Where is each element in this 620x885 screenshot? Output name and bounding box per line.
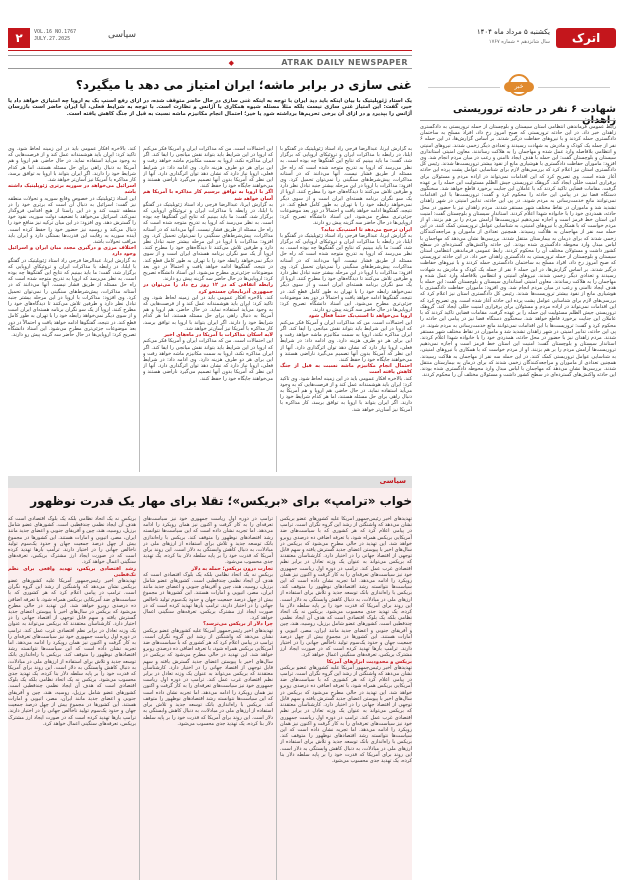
subheading: ایران ترجیح می‌دهد تا اسنپ‌بک بیاید؟	[321, 226, 412, 233]
section2-column-2	[143, 516, 273, 880]
subheading: بریکس و محدودیت ابزارهای آمریکا	[326, 658, 412, 665]
subheading: اروپا می‌خواهد تا اسنپ‌بک حتماً فعال شود	[308, 313, 412, 320]
date-fa: یکشنبه ۵ مرداد ماه ۱۴۰۴	[476, 28, 550, 36]
article-body: کند. بالاخره افکار عمومی باید در این زمینه لحاظ شود. وی تاکید کرد: ایران باید هوشمندانه عمل کند و از فرصت‌هایی که به وجود می‌آید استفاده نماید. در حال حاضر، هم اروپا و هم آمریکا به دنبال راهی برای حل مسئله هستند، اما هر کدام شرایط خود را دارند. اگر ایران بتواند با اروپا به توافق برسد، کار مذاکره با آمریکا نیز آسان‌تر خواهد شد.	[8, 146, 136, 184]
subheading: احتمال انجام مکانیزم ماشه نسبت به قبل از جنگ کاهش یافته است	[280, 363, 412, 376]
article-body: این احتمالات است. من که مذاکرات ایران و آمریکا فکر می‌کنم که اروپا در این شرایط باید بتواند نقش میانجی را ایفا کند. اگر ایران مذاکره نکند، اروپا به سمت مکانیزم ماشه خواهد رفت و این برای هر دو طرف هزینه دارد. وی ادامه داد: در شرایط فعلی، اروپا نیاز دارد که نشان دهد توان اثرگذاری دارد. آنها از این نظر که آمریکا بدون آنها تصمیم می‌گیرد ناراضی هستند و می‌خواهند جایگاه خود را حفظ کنند.	[143, 338, 273, 382]
news-sidebar	[420, 60, 616, 880]
article-body: این استاد ژئوپلیتیک در خصوص وقایع سوریه و تحولات منطقه نیز گفت: اسرائیل به دنبال آن است که برتری خود را در منطقه تثبیت کند و در این راستا از هیچ اقدامی فروگذار نمی‌کند. اسرائیل می‌خواهد با تضعیف دولت سوریه، نفوذ خود را گسترش دهد. وی افزود: در این میان ترکیه نیز منافع خود را دنبال می‌کند و روسیه نیز حضور خود را حفظ کرده است. آینده سوریه به رقابت این قدرت‌ها بستگی دارد و ایران باید مراقب تحولات باشد.	[8, 195, 136, 246]
article-body: این احتمالات است. من که مذاکرات ایران و آمریکا فکر می‌کنم که اروپا در این شرایط باید بتواند نقش میانجی را ایفا کند. اگر ایران مذاکره نکند، اروپا به سمت مکانیزم ماشه خواهد رفت و این برای هر دو طرف هزینه دارد. وی ادامه داد: در شرایط فعلی، اروپا نیاز دارد که نشان دهد توان اثرگذاری دارد. آنها از این نظر که آمریکا بدون آنها تصمیم می‌گیرد ناراضی هستند و می‌خواهند جایگاه خود را حفظ کنند.	[280, 319, 412, 363]
article-body: به گزارش ایرنا، عبدالرضا فرجی راد استاد ژئوپلیتیک در گفتگو با ایلنا، در رابطه با مذاکرات ایران و تروئیکای اروپایی که برگزار شد، گفت: ما باید ببینیم که نتایج این گفتگوها چه بوده است. به نظر می‌رسد که اروپا به تدریج متوجه شده است که راه حل مسئله از طریق فشار نیست. آنها می‌دانند که در آستانه مذاکرات، پیش‌شرط‌های سنگینی را نمی‌توان تحمیل کرد. وی افزود: مذاکرات با اروپا در این مرحله بیشتر جنبه تبادل نظر دارد و طرفین تلاش می‌کنند تا دیدگاه‌های خود را مطرح کنند. اروپا از یک سو نگران برنامه هسته‌ای ایران است و از سوی دیگر نمی‌خواهد رابطه خود را با تهران به طور کامل قطع کند. در نتیجه، گفتگوها ادامه خواهد یافت و احتمالاً در دور بعد موضوعات جزئی‌تری مطرح می‌شود. این استاد دانشگاه تصریح کرد: اروپایی‌ها در حال حاضر سه گزینه پیش رو دارند.	[8, 257, 136, 339]
issue-info: سال شانزدهم • شماره ۱۷۶۷	[488, 39, 550, 45]
article-body: بریکس نه یک اتحاد نظامی بلکه یک بلوک اقتصادی است که هدف آن ایجاد نظمی چندقطبی است. کشورهای عضو شامل برزیل، روسیه، هند، چین و آفریقای جنوبی و اعضای جدید مانند ایران، مصر، اتیوپی و امارات هستند. این کشورها در مجموع بیش از چهل درصد جمعیت جهان و حدود یک‌سوم تولید ناخالص جهانی را در اختیار دارند. ترامپ بارها تهدید کرده است که در صورت ایجاد ارز مشترک بریکس، تعرفه‌های سنگینی اعمال خواهد کرد.	[280, 609, 412, 659]
page-header	[8, 28, 412, 48]
sidebar-article	[420, 124, 616, 876]
article-body: کند. بالاخره افکار عمومی باید در این زمینه لحاظ شود. وی تاکید کرد: ایران باید هوشمندانه عمل کند و از فرصت‌هایی که به وجود می‌آید استفاده نماید. در حال حاضر، هم اروپا و هم آمریکا به دنبال راهی برای حل مسئله هستند، اما هر کدام شرایط خود را دارند. اگر ایران بتواند با اروپا به توافق برسد، کار مذاکره با آمریکا نیز آسان‌تر خواهد شد.	[143, 294, 273, 332]
divider-line	[538, 87, 610, 88]
news-badge: خبر	[504, 82, 534, 92]
newspaper-logo: اترک	[556, 28, 616, 48]
page-number: ۲	[8, 28, 30, 48]
section2-headline: خواب «ترامپ» برای «بریکس»؛ تقلا برای مهار یک قدرت نوظهور	[30, 494, 412, 508]
article-body: تهدیدهای اخیر رئیس‌جمهور آمریکا علیه کشورهای عضو بریکس نشان می‌دهد که واشنگتن از رشد این گروه نگران است. ترامپ در پیامی اعلام کرد که هر کشوری که با سیاست‌های ضد آمریکایی بریکس همراه شود، با تعرفه اضافی ده درصدی روبرو خواهد شد. این تهدید در حالی مطرح می‌شود که بریکس در سال‌های اخیر با پیوستن اعضای جدید گسترش یافته و سهم قابل توجهی از اقتصاد جهانی را در اختیار دارد. کارشناسان معتقدند که بریکس می‌تواند به عنوان یک وزنه تعادل در برابر نظم اقتصادی غرب عمل کند.	[280, 664, 412, 721]
section-label: سیاسی	[379, 477, 406, 485]
header-divider	[8, 50, 412, 51]
column-rule	[276, 516, 277, 880]
volume-number: VOL.16 NO.1767	[34, 29, 77, 35]
article-body: ترامپ در دوره اول ریاست جمهوری خود نیز سیاست‌های تعرفه‌ای را به کار گرفت و اکنون نیز همان رویکرد را ادامه می‌دهد. اما تجربه نشان داده است که این سیاست‌ها نتوانسته رشد اقتصادهای نوظهور را متوقف کند. بریکس با راه‌اندازی بانک توسعه جدید و تلاش برای استفاده از ارزهای ملی در مبادلات، به دنبال کاهش وابستگی به دلار است. این روند برای آمریکا که قدرت خود را بر پایه سلطه دلار بنا کرده، یک تهدید جدی محسوب می‌شود.	[280, 714, 412, 764]
main-headline: غنی سازی در برابر ماشه؛ ایران امتیاز می دهد یا میگیرد؟	[75, 78, 412, 92]
article-body: بریکس نه یک اتحاد نظامی بلکه یک بلوک اقتصادی است که هدف آن ایجاد نظمی چندقطبی است. کشورهای عضو شامل برزیل، روسیه، هند، چین و آفریقای جنوبی و اعضای جدید مانند ایران، مصر، اتیوپی و امارات هستند. این کشورها در مجموع بیش از چهل درصد جمعیت جهان و حدود یک‌سوم تولید ناخالص جهانی را در اختیار دارند. ترامپ بارها تهدید کرده است که در صورت ایجاد ارز مشترک بریکس، تعرفه‌های سنگینی اعمال خواهد کرد.	[8, 677, 136, 727]
subheading: لایه اسکان مذاکرات با آمریکا در ماه‌های اخیر	[163, 332, 273, 339]
article-body: کند. بالاخره افکار عمومی باید در این زمینه لحاظ شود. وی تاکید کرد: ایران باید هوشمندانه عمل کند و از فرصت‌هایی که به وجود می‌آید استفاده نماید. در حال حاضر، هم اروپا و هم آمریکا به دنبال راهی برای حل مسئله هستند، اما هر کدام شرایط خود را دارند. اگر ایران بتواند با اروپا به توافق برسد، کار مذاکره با آمریکا نیز آسان‌تر خواهد شد.	[280, 375, 412, 413]
column-rule	[276, 146, 277, 472]
article-body: این احتمالات است. من که مذاکرات ایران و آمریکا فکر می‌کنم که اروپا در این شرایط باید بتواند نقش میانجی را ایفا کند. اگر ایران مذاکره نکند، اروپا به سمت مکانیزم ماشه خواهد رفت و این برای هر دو طرف هزینه دارد. وی ادامه داد: در شرایط فعلی، اروپا نیاز دارد که نشان دهد توان اثرگذاری دارد. آنها از این نظر که آمریکا بدون آنها تصمیم می‌گیرد ناراضی هستند و می‌خواهند جایگاه خود را حفظ کنند.	[143, 146, 273, 190]
sidebar-divider	[420, 120, 616, 121]
subheading: رشد اقتصادی بریکس، تهدید واقعی برای نظم تک‌قطبی	[8, 565, 136, 578]
banner-bar	[8, 55, 412, 69]
section2-column-3	[8, 516, 136, 880]
article-body: تهدیدهای اخیر رئیس‌جمهور آمریکا علیه کشورهای عضو بریکس نشان می‌دهد که واشنگتن از رشد این گروه نگران است. ترامپ در پیامی اعلام کرد که هر کشوری که با سیاست‌های ضد آمریکایی بریکس همراه شود، با تعرفه اضافی ده درصدی روبرو خواهد شد. این تهدید در حالی مطرح می‌شود که بریکس در سال‌های اخیر با پیوستن اعضای جدید گسترش یافته و سهم قابل توجهی از اقتصاد جهانی را در اختیار دارد. کارشناسان معتقدند که بریکس می‌تواند به عنوان یک وزنه تعادل در برابر نظم اقتصادی غرب عمل کند.	[8, 578, 136, 634]
subheading: تجارت درون بریکس؛ حمله به دلار	[191, 565, 273, 572]
main-lead: یک استاد ژئوپلیتیک با بیان اینکه باید دید ایران با توجه به اینکه غنی سازی در حال حاضر متوقف شده، در ازای رفع اسنپ بک به اروپا چه امتیازی خواهد داد یا خیر، گفت: این امتیاز غنی سازی نیست بلکه مثلاً مسئله شیوه همکاری با آژانس و نظارت است. با توجه به شرایط فعلی، آیا ایران حاضر است بازرسان آژانس را بپذیرد و در ازای آن برخی تحریم‌ها برداشته شود یا خیر؛ احتمال انجام مکانیزم ماشه نسبت به قبل از جنگ کاهش یافته است.	[8, 98, 412, 117]
article-body: ترامپ در دوره اول ریاست جمهوری خود نیز سیاست‌های تعرفه‌ای را به کار گرفت و اکنون نیز همان رویکرد را ادامه می‌دهد. اما تجربه نشان داده است که این سیاست‌ها نتوانسته رشد اقتصادهای نوظهور را متوقف کند. بریکس با راه‌اندازی بانک توسعه جدید و تلاش برای استفاده از ارزهای ملی در مبادلات، به دنبال کاهش وابستگی به دلار است. این روند برای آمریکا که قدرت خود را بر پایه سلطه دلار بنا کرده، یک تهدید جدی محسوب می‌شود.	[8, 627, 136, 684]
column-rule	[139, 516, 140, 880]
article-body: رابط عمومی فرماندهی انتظامی استان سیستان و بلوچستان از حمله تروریستی به دادگستری زاهدان خبر داد. در این حادثه تروریستی که صبح امروز رخ داد، افراد مسلح به ساختمان دادگستری حمله کردند و با نیروهای حفاظت درگیر شدند. بر اساس گزارش‌ها، در این حمله ۶ نفر از جمله یک کودک و مادرش به شهادت رسیدند و تعدادی دیگر زخمی شدند. نیروهای امنیتی و انتظامی بلافاصله وارد عمل شده و مهاجمان را به هلاکت رساندند. معاون امنیتی استانداری سیستان و بلوچستان گفت: این حمله با هدف ایجاد ناامنی و رعب در میان مردم انجام شد. وی افزود: ماموران حفاظت دادگستری با هوشیاری مانع از نفوذ بیشتر تروریست‌ها شدند. رئیس کل دادگستری استان نیز اعلام کرد که بررسی‌های لازم برای شناسایی عوامل پشت پرده این حادثه آغاز شده است. وی تصریح کرد که این اقدامات نمی‌تواند در اراده مردم و مسئولان برای برقراری امنیت خللی ایجاد کند. گروهک تروریستی جیش الظلم مسئولیت این حمله را بر عهده گرفت. مقامات قضایی تاکید کردند که با عاملان این جنایت برخورد قاطع خواهد شد. سخنگوی دستگاه قضا نیز در پیامی این حادثه را محکوم کرد و گفت: تروریست‌ها با این اقدامات نمی‌توانند مانع خدمت‌رسانی به مردم شوند. در پی این حادثه، تدابیر امنیتی در شهر زاهدان تشدید شد و ماموران در نقاط مختلف شهر مستقر شدند. مردم زاهدان نیز با حضور در محل حادثه، همدردی خود را با خانواده شهدا اعلام کردند. استاندار سیستان و بلوچستان گفت: امنیت این استان خط قرمز است و اجازه نمی‌دهیم تروریست‌ها آرامش مردم را بر هم بزنند. او از مردم خواست که با همکاری با نیروهای امنیتی، به شناسایی عوامل تروریستی کمک کنند. در این حمله سه نفر از مهاجمان به هلاکت رسیدند. همچنین تعدادی از ماموران و مراجعه‌کنندگان زخمی شدند که برای درمان به بیمارستان منتقل شدند. بررسی‌ها نشان می‌دهد که مهاجمان با لباس مبدل وارد محوطه دادگستری شده بودند. این حادثه واکنش‌های گسترده‌ای در سطح کشور داشت و مسئولان مختلف آن را محکوم کردند.	[420, 248, 616, 379]
article-body: بریکس نه یک اتحاد نظامی بلکه یک بلوک اقتصادی است که هدف آن ایجاد نظمی چندقطبی است. کشورهای عضو شامل برزیل، روسیه، هند، چین و آفریقای جنوبی و اعضای جدید مانند ایران، مصر، اتیوپی و امارات هستند. این کشورها در مجموع بیش از چهل درصد جمعیت جهان و حدود یک‌سوم تولید ناخالص جهانی را در اختیار دارند. ترامپ بارها تهدید کرده است که در صورت ایجاد ارز مشترک بریکس، تعرفه‌های سنگینی اعمال خواهد کرد.	[8, 516, 136, 566]
volume-info	[34, 29, 76, 43]
section-bar	[8, 476, 412, 488]
article-column-2	[143, 146, 273, 472]
divider-line	[428, 87, 500, 88]
subheading: اختلاف مرزی و درگیری مجدد میان ایران و اسرائیل وجود دارد	[8, 245, 136, 258]
column-rule	[139, 146, 140, 472]
article-body: به گزارش ایرنا، عبدالرضا فرجی راد استاد ژئوپلیتیک در گفتگو با ایلنا، در رابطه با مذاکرات ایران و تروئیکای اروپایی که برگزار شد، گفت: ما باید ببینیم که نتایج این گفتگوها چه بوده است. به نظر می‌رسد که اروپا به تدریج متوجه شده است که راه حل مسئله از طریق فشار نیست. آنها می‌دانند که در آستانه مذاکرات، پیش‌شرط‌های سنگینی را نمی‌توان تحمیل کرد. وی افزود: مذاکرات با اروپا در این مرحله بیشتر جنبه تبادل نظر دارد و طرفین تلاش می‌کنند تا دیدگاه‌های خود را مطرح کنند. اروپا از یک سو نگران برنامه هسته‌ای ایران است و از سوی دیگر نمی‌خواهد رابطه خود را با تهران به طور کامل قطع کند. در نتیجه، گفتگوها ادامه خواهد یافت و احتمالاً در دور بعد موضوعات جزئی‌تری مطرح می‌شود. این استاد دانشگاه تصریح کرد: اروپایی‌ها در حال حاضر سه گزینه پیش رو دارند.	[143, 201, 273, 283]
article-body: تهدیدهای اخیر رئیس‌جمهور آمریکا علیه کشورهای عضو بریکس نشان می‌دهد که واشنگتن از رشد این گروه نگران است. ترامپ در پیامی اعلام کرد که هر کشوری که با سیاست‌های ضد آمریکایی بریکس همراه شود، با تعرفه اضافی ده درصدی روبرو خواهد شد. این تهدید در حالی مطرح می‌شود که بریکس در سال‌های اخیر با پیوستن اعضای جدید گسترش یافته و سهم قابل توجهی از اقتصاد جهانی را در اختیار دارد. کارشناسان معتقدند که بریکس می‌تواند به عنوان یک وزنه تعادل در برابر نظم اقتصادی غرب عمل کند.	[143, 627, 273, 684]
article-body: ترامپ در دوره اول ریاست جمهوری خود نیز سیاست‌های تعرفه‌ای را به کار گرفت و اکنون نیز همان رویکرد را ادامه می‌دهد. اما تجربه نشان داده است که این سیاست‌ها نتوانسته رشد اقتصادهای نوظهور را متوقف کند. بریکس با راه‌اندازی بانک توسعه جدید و تلاش برای استفاده از ارزهای ملی در مبادلات، به دنبال کاهش وابستگی به دلار است. این روند برای آمریکا که قدرت خود را بر پایه سلطه دلار بنا کرده، یک تهدید جدی محسوب می‌شود.	[280, 565, 412, 616]
article-body: رابط عمومی فرماندهی انتظامی استان سیستان و بلوچستان از حمله تروریستی به دادگستری زاهدان خبر داد. در این حادثه تروریستی که صبح امروز رخ داد، افراد مسلح به ساختمان دادگستری حمله کردند و با نیروهای حفاظت درگیر شدند. بر اساس گزارش‌ها، در این حمله ۶ نفر از جمله یک کودک و مادرش به شهادت رسیدند و تعدادی دیگر زخمی شدند. نیروهای امنیتی و انتظامی بلافاصله وارد عمل شده و مهاجمان را به هلاکت رساندند. معاون امنیتی استانداری سیستان و بلوچستان گفت: این حمله با هدف ایجاد ناامنی و رعب در میان مردم انجام شد. وی افزود: ماموران حفاظت دادگستری با هوشیاری مانع از نفوذ بیشتر تروریست‌ها شدند. رئیس کل دادگستری استان نیز اعلام کرد که بررسی‌های لازم برای شناسایی عوامل پشت پرده این حادثه آغاز شده است. وی تصریح کرد که این اقدامات نمی‌تواند در اراده مردم و مسئولان برای برقراری امنیت خللی ایجاد کند. گروهک تروریستی جیش الظلم مسئولیت این حمله را بر عهده گرفت. مقامات قضایی تاکید کردند که با عاملان این جنایت برخورد قاطع خواهد شد. سخنگوی دستگاه قضا نیز در پیامی این حادثه را محکوم کرد و گفت: تروریست‌ها با این اقدامات نمی‌توانند مانع خدمت‌رسانی به مردم شوند. در پی این حادثه، تدابیر امنیتی در شهر زاهدان تشدید شد و ماموران در نقاط مختلف شهر مستقر شدند. مردم زاهدان نیز با حضور در محل حادثه، همدردی خود را با خانواده شهدا اعلام کردند. استاندار سیستان و بلوچستان گفت: امنیت این استان خط قرمز است و اجازه نمی‌دهیم تروریست‌ها آرامش مردم را بر هم بزنند. او از مردم خواست که با همکاری با نیروهای امنیتی، به شناسایی عوامل تروریستی کمک کنند. در این حمله سه نفر از مهاجمان به هلاکت رسیدند. همچنین تعدادی از ماموران و مراجعه‌کنندگان زخمی شدند که برای درمان به بیمارستان منتقل شدند. بررسی‌ها نشان می‌دهد که مهاجمان با لباس مبدل وارد محوطه دادگستری شده بودند. این حادثه واکنش‌های گسترده‌ای در سطح کشور داشت و مسئولان مختلف آن را محکوم کردند.	[420, 124, 616, 255]
section2-column-1	[280, 516, 412, 880]
date-en: JULY.27.2025	[34, 36, 71, 42]
masthead	[420, 28, 616, 50]
article-body: ترامپ در دوره اول ریاست جمهوری خود نیز سیاست‌های تعرفه‌ای را به کار گرفت و اکنون نیز همان رویکرد را ادامه می‌دهد. اما تجربه نشان داده است که این سیاست‌ها نتوانسته رشد اقتصادهای نوظهور را متوقف کند. بریکس با راه‌اندازی بانک توسعه جدید و تلاش برای استفاده از ارزهای ملی در مبادلات، به دنبال کاهش وابستگی به دلار است. این روند برای آمریکا که قدرت خود را بر پایه سلطه دلار بنا کرده، یک تهدید جدی محسوب می‌شود.	[143, 677, 273, 727]
article-body: ترامپ در دوره اول ریاست جمهوری خود نیز سیاست‌های تعرفه‌ای را به کار گرفت و اکنون نیز همان رویکرد را ادامه می‌دهد. اما تجربه نشان داده است که این سیاست‌ها نتوانسته رشد اقتصادهای نوظهور را متوقف کند. بریکس با راه‌اندازی بانک توسعه جدید و تلاش برای استفاده از ارزهای ملی در مبادلات، به دنبال کاهش وابستگی به دلار است. این روند برای آمریکا که قدرت خود را بر پایه سلطه دلار بنا کرده، یک تهدید جدی محسوب می‌شود.	[143, 516, 273, 566]
subheading: رابطه اتفاقی که در ۱۲ روز رخ داد را می‌توان در جمهوری آذربایجان جستجو کرد	[143, 282, 273, 295]
article-column-1	[280, 146, 412, 472]
subheading: چرا دلار از بریکس می‌ترسد؟	[203, 621, 273, 628]
article-body: تهدیدهای اخیر رئیس‌جمهور آمریکا علیه کشورهای عضو بریکس نشان می‌دهد که واشنگتن از رشد این گروه نگران است. ترامپ در پیامی اعلام کرد که هر کشوری که با سیاست‌های ضد آمریکایی بریکس همراه شود، با تعرفه اضافی ده درصدی روبرو خواهد شد. این تهدید در حالی مطرح می‌شود که بریکس در سال‌های اخیر با پیوستن اعضای جدید گسترش یافته و سهم قابل توجهی از اقتصاد جهانی را در اختیار دارد. کارشناسان معتقدند که بریکس می‌تواند به عنوان یک وزنه تعادل در برابر نظم اقتصادی غرب عمل کند.	[280, 516, 412, 572]
section-name: سیاسی	[108, 30, 137, 40]
subheading: اگر با اروپا به توافق برسیم کار مذاکره با آمریکا هم آسان خواهد شد	[143, 189, 273, 202]
banner-text: ATRAK DAILY NEWSPAPER	[281, 58, 408, 67]
article-column-3	[8, 146, 136, 472]
sidebar-headline: شهادت ۶ نفر در حادثه تروریستی	[453, 104, 616, 115]
diamond-icon: ◆	[228, 59, 234, 67]
subheading: اسرائیل می‌خواهد در سوریه برتری ژئوپلیتیک داشته باشد	[8, 183, 136, 196]
article-body: به گزارش ایرنا، عبدالرضا فرجی راد استاد ژئوپلیتیک در گفتگو با ایلنا، در رابطه با مذاکرات ایران و تروئیکای اروپایی که برگزار شد، گفت: ما باید ببینیم که نتایج این گفتگوها چه بوده است. به نظر می‌رسد که اروپا به تدریج متوجه شده است که راه حل مسئله از طریق فشار نیست. آنها می‌دانند که در آستانه مذاکرات، پیش‌شرط‌های سنگینی را نمی‌توان تحمیل کرد. وی افزود: مذاکرات با اروپا در این مرحله بیشتر جنبه تبادل نظر دارد و طرفین تلاش می‌کنند تا دیدگاه‌های خود را مطرح کنند. اروپا از یک سو نگران برنامه هسته‌ای ایران است و از سوی دیگر نمی‌خواهد رابطه خود را با تهران به طور کامل قطع کند. در نتیجه، گفتگوها ادامه خواهد یافت و احتمالاً در دور بعد موضوعات جزئی‌تری مطرح می‌شود. این استاد دانشگاه تصریح کرد: اروپایی‌ها در حال حاضر سه گزینه پیش رو دارند.	[280, 146, 412, 227]
article-body: به گزارش ایرنا، عبدالرضا فرجی راد استاد ژئوپلیتیک در گفتگو با ایلنا، در رابطه با مذاکرات ایران و تروئیکای اروپایی که برگزار شد، گفت: ما باید ببینیم که نتایج این گفتگوها چه بوده است. به نظر می‌رسد که اروپا به تدریج متوجه شده است که راه حل مسئله از طریق فشار نیست. آنها می‌دانند که در آستانه مذاکرات، پیش‌شرط‌های سنگینی را نمی‌توان تحمیل کرد. وی افزود: مذاکرات با اروپا در این مرحله بیشتر جنبه تبادل نظر دارد و طرفین تلاش می‌کنند تا دیدگاه‌های خود را مطرح کنند. اروپا از یک سو نگران برنامه هسته‌ای ایران است و از سوی دیگر نمی‌خواهد رابطه خود را با تهران به طور کامل قطع کند. در نتیجه، گفتگوها ادامه خواهد یافت و احتمالاً در دور بعد موضوعات جزئی‌تری مطرح می‌شود. این استاد دانشگاه تصریح کرد: اروپایی‌ها در حال حاضر سه گزینه پیش رو دارند.	[280, 232, 412, 314]
article-body: بریکس نه یک اتحاد نظامی بلکه یک بلوک اقتصادی است که هدف آن ایجاد نظمی چندقطبی است. کشورهای عضو شامل برزیل، روسیه، هند، چین و آفریقای جنوبی و اعضای جدید مانند ایران، مصر، اتیوپی و امارات هستند. این کشورها در مجموع بیش از چهل درصد جمعیت جهان و حدود یک‌سوم تولید ناخالص جهانی را در اختیار دارند. ترامپ بارها تهدید کرده است که در صورت ایجاد ارز مشترک بریکس، تعرفه‌های سنگینی اعمال خواهد کرد.	[143, 571, 273, 622]
